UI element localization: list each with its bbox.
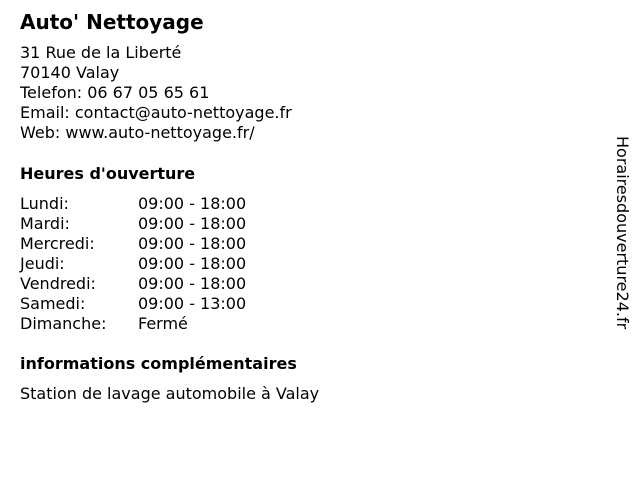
time-value: Fermé [138,314,188,333]
hours-row-friday [20,274,320,294]
hours-row-sunday [20,314,320,334]
email-address: Email: contact@auto-nettoyage.fr [20,103,292,122]
contact-block [20,43,292,143]
day-label: Samedi: [20,294,86,313]
site-watermark: Horairesdouverture24.fr [613,136,632,330]
business-name: Auto' Nettoyage [20,10,204,34]
day-label: Vendredi: [20,274,96,293]
time-value: 09:00 - 18:00 [138,274,247,293]
address-street: 31 Rue de la Liberté [20,43,182,62]
additional-info-text: Station de lavage automobile à Valay [20,384,320,403]
time-value: 09:00 - 13:00 [138,294,247,313]
day-label: Dimanche: [20,314,107,333]
time-value: 09:00 - 18:00 [138,214,247,233]
additional-info-heading: informations complémentaires [20,354,297,373]
website-address: Web: www.auto-nettoyage.fr/ [20,123,255,142]
address-city: 70140 Valay [20,63,120,82]
hours-row-tuesday [20,214,320,234]
hours-row-monday [20,194,320,214]
opening-hours-heading: Heures d'ouverture [20,164,196,183]
time-value: 09:00 - 18:00 [138,254,247,273]
day-label: Jeudi: [20,254,65,273]
hours-row-saturday [20,294,320,314]
hours-row-wednesday [20,234,320,254]
phone-number: Telefon: 06 67 05 65 61 [20,83,210,102]
time-value: 09:00 - 18:00 [138,194,247,213]
day-label: Mercredi: [20,234,95,253]
opening-hours-table [20,194,320,334]
time-value: 09:00 - 18:00 [138,234,247,253]
hours-row-thursday [20,254,320,274]
day-label: Mardi: [20,214,70,233]
day-label: Lundi: [20,194,69,213]
